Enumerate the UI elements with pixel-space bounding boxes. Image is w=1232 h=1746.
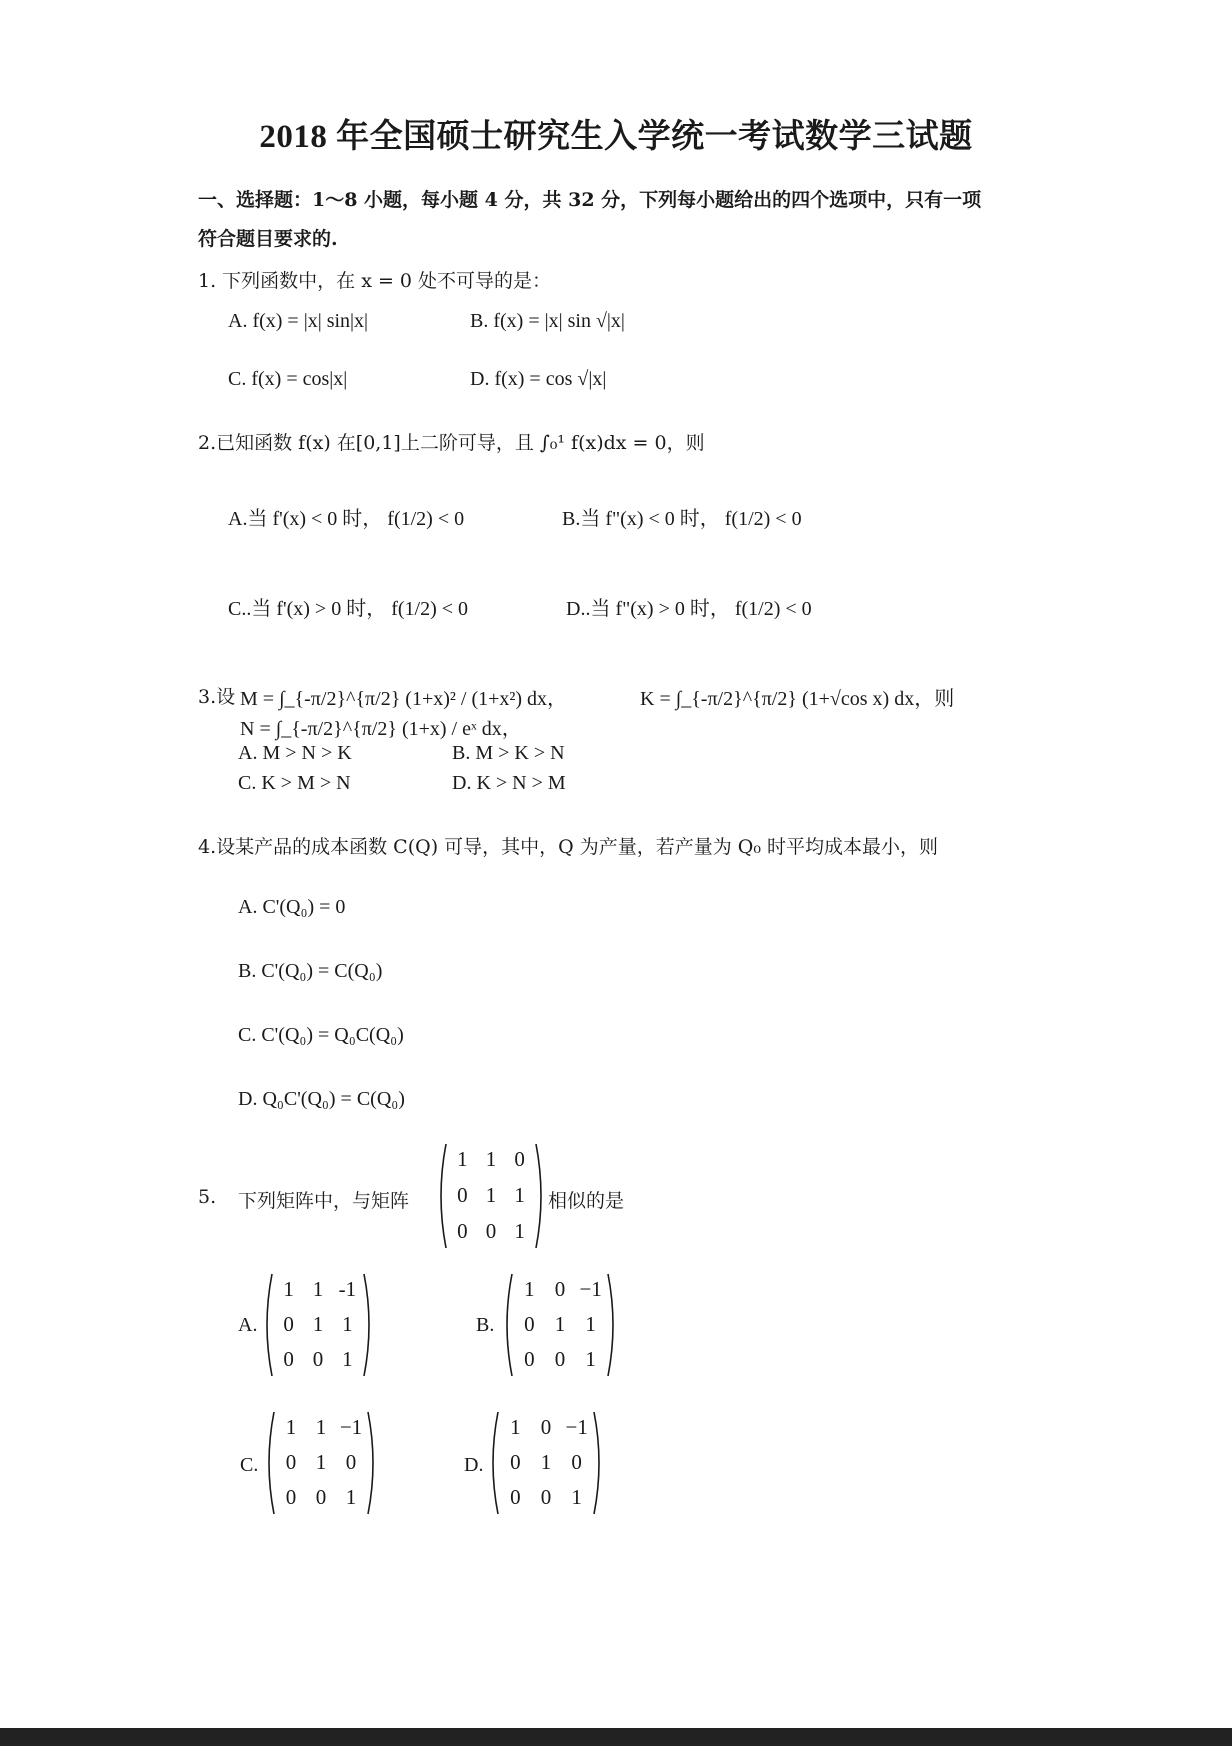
matrix-cell: 0 [554,1276,566,1301]
q3-option-b: B. M > K > N [452,742,565,764]
matrix-cell: 1 [510,1414,521,1439]
matrix-cell: 1 [342,1347,353,1372]
matrix-cell: -1 [338,1276,357,1301]
matrix-cell: 1 [585,1312,596,1336]
q3-option-d: D. K > N > M [452,772,566,794]
q5-option-c-label: C. [240,1454,259,1476]
matrix-cell: 1 [514,1219,525,1243]
matrix-cell: 0 [554,1347,566,1372]
matrix-cell: 1 [342,1312,353,1336]
section-heading-line1: 一、选择题：1～8 小题，每小题 4 分，共 32 分，下列每小题给出的四个选项中，只有一项 [198,189,982,211]
q3-integral-n: N = ∫_{-π/2}^{π/2} (1+x) / eˣ dx， [240,718,522,740]
q1-option-c: C. f(x) = cos|x| [228,368,348,390]
q5-option-a-matrix [262,1272,374,1378]
matrix-cell: 1 [540,1450,552,1474]
matrix-cell: −1 [565,1414,588,1439]
left-paren [493,1412,498,1514]
matrix-cell: 1 [312,1276,324,1301]
matrix-cell: 0 [457,1219,468,1243]
q3-option-a: A. M > N > K [238,742,352,764]
matrix-cell: 0 [524,1312,535,1336]
matrix-cell: 0 [514,1147,525,1171]
q2-option-a: A.当 f'(x) < 0 时， f(1/2) < 0 [228,508,465,530]
q5-main-matrix [436,1142,546,1250]
q5-option-c-matrix [264,1410,378,1516]
matrix-cell: 1 [457,1147,468,1171]
matrix-cell: 0 [485,1219,497,1243]
matrix-cell: 1 [485,1183,497,1207]
matrix-cell: 0 [285,1450,297,1474]
matrix-cell: 0 [345,1450,357,1474]
matrix-cell: 1 [524,1276,535,1301]
right-paren [364,1274,369,1376]
matrix-cell: 1 [312,1312,324,1336]
q5-option-d-label: D. [464,1454,484,1476]
matrix-cell: −1 [579,1276,602,1301]
matrix-cell: 1 [315,1414,327,1439]
q5-stem-before: 下列矩阵中，与矩阵 [238,1190,410,1212]
matrix-cell: 1 [514,1183,525,1207]
matrix-cell: 1 [345,1485,357,1510]
right-paren [608,1274,613,1376]
bottom-edge-bar [0,1728,1232,1746]
q4-option-a: A. C'(Q₀) = 0 [238,896,346,918]
q2-stem: 2.已知函数 f(x) 在[0,1]上二阶可导，且 ∫₀¹ f(x)dx = 0，则 [198,432,705,454]
q1-option-d: D. f(x) = cos √|x| [470,368,607,390]
q3-integral-m: M = ∫_{-π/2}^{π/2} (1+x)² / (1+x²) dx， [240,688,568,710]
matrix-cell: 1 [285,1414,297,1439]
q5-option-b-matrix [502,1272,618,1378]
q5-option-a-label: A. [238,1314,258,1336]
section-heading-line2: 符合题目要求的. [198,228,338,250]
matrix-cell: 0 [510,1450,521,1474]
q4-option-b: B. C'(Q₀) = C(Q₀) [238,960,383,982]
left-paren [507,1274,512,1376]
page-title: 2018 年全国硕士研究生入学统一考试数学三试题 [259,119,973,155]
matrix-cell: 0 [540,1485,552,1510]
matrix-cell: 0 [571,1450,582,1474]
q2-option-d: D..当 f"(x) > 0 时， f(1/2) < 0 [566,598,812,620]
q1-stem: 1. 下列函数中，在 x = 0 处不可导的是： [198,270,552,292]
q1-option-a: A. f(x) = |x| sin|x| [228,310,369,332]
bottom-edge-bar-fill [0,1728,1232,1746]
q4-option-c: C. C'(Q₀) = Q₀C(Q₀) [238,1024,404,1046]
matrix-cell: 0 [510,1485,521,1510]
q4-stem: 4.设某产品的成本函数 C(Q) 可导，其中，Q 为产量，若产量为 Q₀ 时平均成本最小，则 [198,836,939,858]
matrix-cell: 0 [315,1485,327,1510]
q3-option-c: C. K > M > N [238,772,351,794]
q3-prefix: 3.设 [198,686,236,708]
q5-option-d-matrix [488,1410,604,1516]
right-paren [594,1412,599,1514]
q5-number: 5. [198,1186,217,1208]
q2-option-b: B.当 f"(x) < 0 时， f(1/2) < 0 [562,508,802,530]
matrix-cell: 0 [540,1414,552,1439]
matrix-cell: 1 [485,1147,497,1171]
matrix-cell: 1 [283,1276,294,1301]
right-paren [368,1412,373,1514]
matrix-cell: −1 [339,1414,363,1439]
matrix-cell: 1 [571,1485,582,1510]
q5-option-b-label: B. [476,1314,495,1336]
matrix-cell: 0 [283,1347,294,1372]
matrix-cell: 0 [457,1183,468,1207]
matrix-cell: 1 [585,1347,596,1372]
matrix-cell: 0 [312,1347,324,1372]
matrix-cell: 1 [554,1312,566,1336]
q3-integral-k: K = ∫_{-π/2}^{π/2} (1+√cos x) dx，则 [640,688,955,710]
q1-option-b: B. f(x) = |x| sin √|x| [470,310,625,332]
right-paren [536,1144,541,1248]
matrix-cell: 0 [283,1312,294,1336]
q2-option-c: C..当 f'(x) > 0 时， f(1/2) < 0 [228,598,469,620]
matrix-cell: 0 [285,1485,297,1510]
q4-option-d: D. Q₀C'(Q₀) = C(Q₀) [238,1088,405,1110]
matrix-cell: 0 [524,1347,535,1372]
matrix-cell: 1 [315,1450,327,1474]
q5-stem-after: 相似的是 [548,1190,625,1212]
